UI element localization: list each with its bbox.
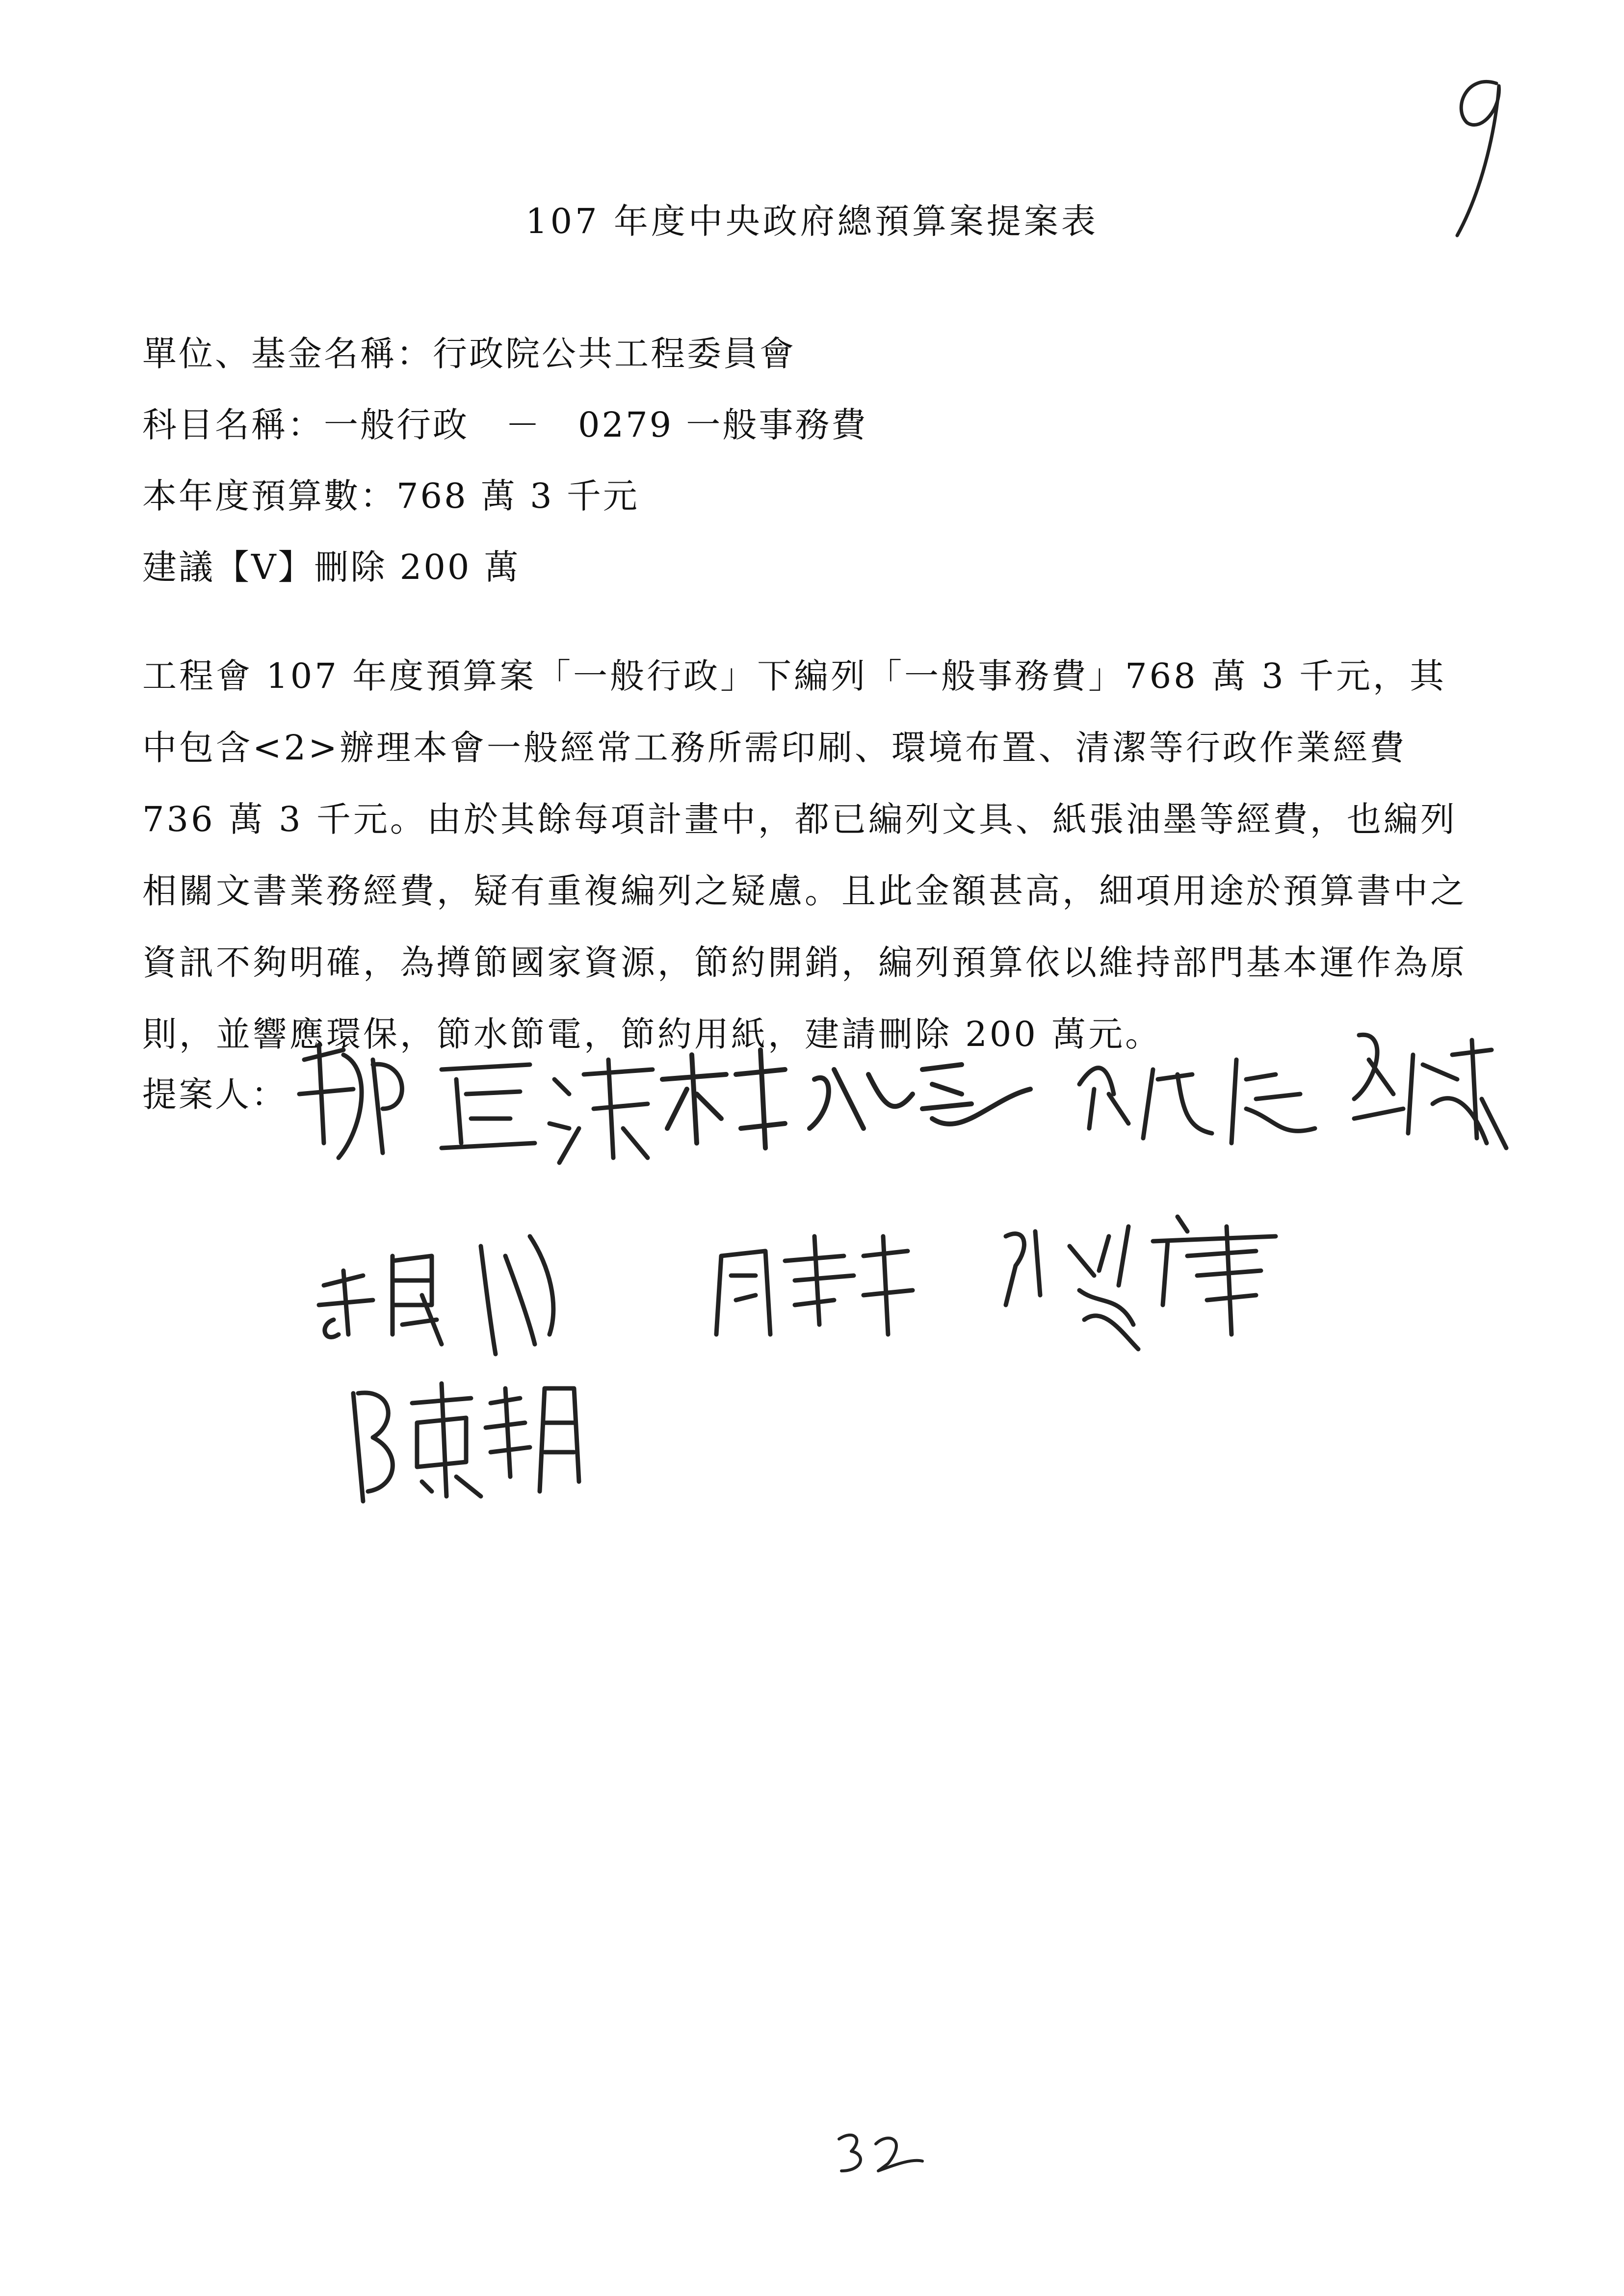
subject-field: 科目名稱：一般行政 － 0279 一般事務費 — [142, 405, 868, 445]
signature-5 — [319, 1236, 553, 1354]
signature-3 — [1079, 1060, 1315, 1143]
budget-field: 本年度預算數：768 萬 3 千元 — [142, 476, 639, 516]
signature-6 — [716, 1236, 913, 1334]
proposal-body: 工程會 107 年度預算案「一般行政」下編列「一般事務費」768 萬 3 千元，其中包含<2>辦理本會一般經常工務所需印刷、環境布置、清潔等行政作業經費 736 萬 3 千元。由於其餘每項計畫中，都已編列文具、紙張油墨等經費，也編列相關文書業務經費，疑有重複編列之疑慮。且此金額甚高，細項用途於預算書中之資訊不夠明確，為撙節國家資源，節約開銷，編列預算依以維持部門基本運作為原則，並響應環保，節水節電，節約用紙，建請刪除 200 萬元。 — [142, 656, 1467, 1054]
handwritten-page-number — [829, 2124, 927, 2178]
signature-1 — [299, 1045, 653, 1163]
signature-4 — [1354, 1035, 1506, 1148]
document-title: 107 年度中央政府總預算案提案表 — [525, 201, 1099, 241]
suggestion-field: 建議【V】刪除 200 萬 — [142, 547, 521, 587]
signature-2 — [662, 1050, 1030, 1148]
signature-7 — [1006, 1217, 1276, 1349]
signature-8 — [353, 1383, 579, 1501]
unit-field: 單位、基金名稱：行政院公共工程委員會 — [142, 334, 796, 374]
proposer-label: 提案人： — [142, 1074, 288, 1115]
